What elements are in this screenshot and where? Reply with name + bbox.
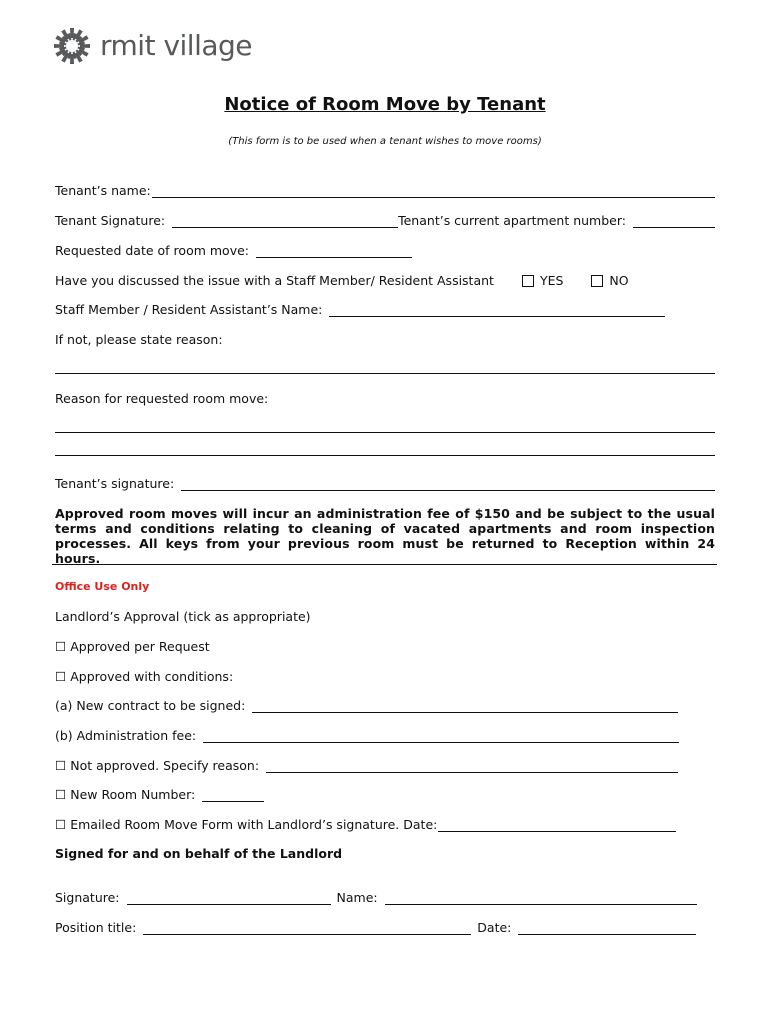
reason-line-1[interactable] xyxy=(55,432,715,433)
new-contract-label: (a) New contract to be signed: xyxy=(55,698,246,713)
requested-date-label: Requested date of room move: xyxy=(55,243,249,258)
if-not-reason-row xyxy=(55,329,715,347)
yes-checkbox[interactable] xyxy=(522,273,563,288)
approved-per-request-row xyxy=(55,636,715,654)
new-room-checkbox[interactable]: ☐ xyxy=(55,787,67,802)
admin-fee-field[interactable] xyxy=(203,728,679,743)
signature-label: Signature: xyxy=(55,890,120,905)
logo-wordmark: rmit village xyxy=(100,29,253,62)
new-room-row xyxy=(55,784,715,802)
landlord-signature-row xyxy=(55,887,715,905)
emailed-form-label: Emailed Room Move Form with Landlord’s signature. Date: xyxy=(70,817,438,832)
yes-label: YES xyxy=(539,273,564,288)
approved-per-request-label: Approved per Request xyxy=(70,639,210,654)
page-title: Notice of Room Move by Tenant xyxy=(224,94,546,115)
tenant-signature-field[interactable] xyxy=(172,213,398,228)
not-approved-field[interactable] xyxy=(266,758,678,773)
new-contract-field[interactable] xyxy=(252,698,678,713)
approval-heading: Landlord’s Approval (tick as appropriate) xyxy=(55,609,311,624)
current-apartment-label: Tenant’s current apartment number: xyxy=(398,213,626,228)
fee-notice: Approved room moves will incur an administration fee of $150 and be subject to the usual terms and conditions relating to cleaning of vacated apartments and room inspection processes. All keys from your previous room must be returned to Reception within 24 hours. xyxy=(55,506,715,566)
name-label: Name: xyxy=(336,890,378,905)
if-not-reason-field[interactable] xyxy=(55,373,715,374)
tenant-name-row xyxy=(55,180,715,198)
page-subtitle: (This form is to be used when a tenant wishes to move rooms) xyxy=(228,136,542,147)
tenant-signature-label: Tenant Signature: xyxy=(55,213,166,228)
not-approved-checkbox[interactable]: ☐ xyxy=(55,758,67,773)
approval-heading-row xyxy=(55,606,715,624)
approved-conditions-label: Approved with conditions: xyxy=(70,669,234,684)
no-label: NO xyxy=(609,273,629,288)
new-contract-row xyxy=(55,695,715,713)
current-apartment-field[interactable] xyxy=(633,213,715,228)
not-approved-label: Not approved. Specify reason: xyxy=(70,758,260,773)
requested-date-row xyxy=(55,240,715,258)
no-checkbox-box[interactable] xyxy=(591,275,603,287)
admin-fee-row xyxy=(55,725,715,743)
tenant-signature-2-row xyxy=(55,473,715,491)
approved-conditions-row xyxy=(55,666,715,684)
reason-for-move-label: Reason for requested room move: xyxy=(55,391,269,406)
signature-field[interactable] xyxy=(127,890,331,905)
tenant-signature-2-field[interactable] xyxy=(181,476,715,491)
tenant-signature-row xyxy=(55,210,715,228)
admin-fee-label: (b) Administration fee: xyxy=(55,728,197,743)
discussed-question-label: Have you discussed the issue with a Staff Member/ Resident Assistant xyxy=(55,273,494,288)
new-room-field[interactable] xyxy=(202,787,264,802)
emailed-form-row xyxy=(55,814,715,832)
signed-behalf-row xyxy=(55,843,715,861)
no-checkbox[interactable] xyxy=(591,273,628,288)
signed-behalf-heading: Signed for and on behalf of the Landlord xyxy=(55,846,343,861)
discussed-row xyxy=(55,270,715,288)
tenant-signature-2-label: Tenant’s signature: xyxy=(55,476,175,491)
requested-date-field[interactable] xyxy=(256,243,412,258)
if-not-reason-label: If not, please state reason: xyxy=(55,332,223,347)
position-title-field[interactable] xyxy=(143,920,471,935)
reason-line-2[interactable] xyxy=(55,455,715,456)
staff-name-row xyxy=(55,299,715,317)
new-room-label: New Room Number: xyxy=(70,787,196,802)
tenant-name-label: Tenant’s name: xyxy=(55,183,151,198)
staff-name-field[interactable] xyxy=(329,302,665,317)
date-label: Date: xyxy=(477,920,512,935)
emailed-form-checkbox[interactable]: ☐ xyxy=(55,817,67,832)
date-field[interactable] xyxy=(518,920,696,935)
name-field[interactable] xyxy=(385,890,697,905)
office-use-heading: Office Use Only xyxy=(55,580,150,593)
position-row xyxy=(55,917,715,935)
tenant-name-field[interactable] xyxy=(152,183,715,198)
section-divider xyxy=(52,564,717,565)
reason-row xyxy=(55,388,715,406)
starburst-logo-icon xyxy=(52,26,92,66)
rmit-village-logo xyxy=(52,26,252,66)
emailed-form-date-field[interactable] xyxy=(438,817,676,832)
approved-conditions-checkbox[interactable]: ☐ xyxy=(55,669,67,684)
approved-per-request-checkbox[interactable]: ☐ xyxy=(55,639,67,654)
not-approved-row xyxy=(55,755,715,773)
staff-name-label: Staff Member / Resident Assistant’s Name: xyxy=(55,302,323,317)
yes-checkbox-box[interactable] xyxy=(522,275,534,287)
position-title-label: Position title: xyxy=(55,920,137,935)
